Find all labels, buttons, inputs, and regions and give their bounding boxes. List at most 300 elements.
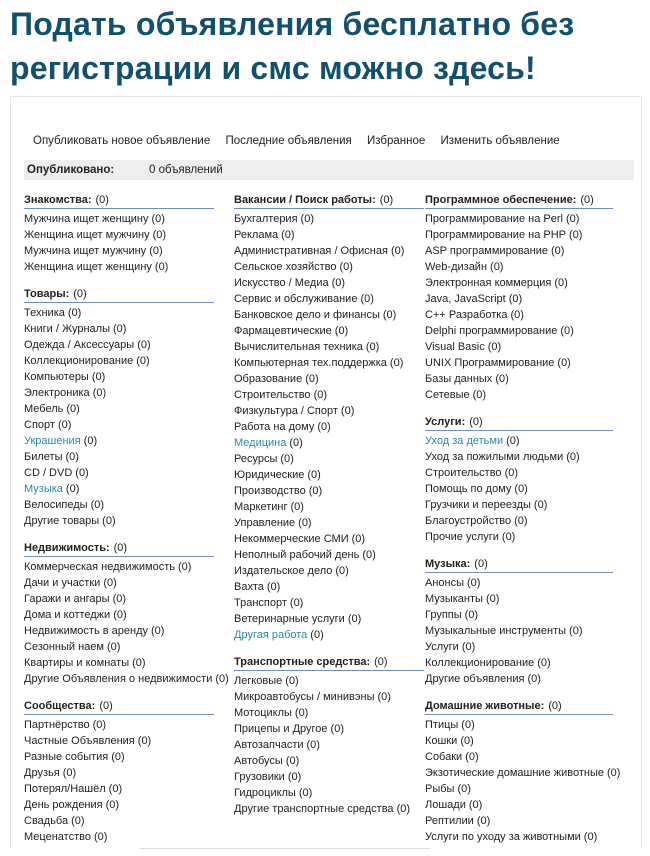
subcategory-link[interactable] xyxy=(24,639,229,655)
category-title-text: Программное обеспечение: xyxy=(425,194,577,206)
subcategory-link[interactable] xyxy=(425,591,635,607)
subcategory-link[interactable] xyxy=(425,465,635,481)
subcategory-link[interactable] xyxy=(24,227,229,243)
category-title[interactable] xyxy=(425,192,635,208)
subcategory-count: (0) xyxy=(92,719,107,731)
subcategory-link[interactable] xyxy=(425,291,635,307)
subcategory-count: (0) xyxy=(468,799,483,811)
subcategory-link[interactable] xyxy=(234,419,419,435)
subcategory-link[interactable] xyxy=(24,337,229,353)
subcategory-link[interactable] xyxy=(24,481,229,497)
subcategory-count: (0) xyxy=(150,625,165,637)
menu-publish-new[interactable]: Опубликовать новое объявление xyxy=(33,135,211,147)
subcategory-link[interactable] xyxy=(425,323,635,339)
subcategory-name: Кошки xyxy=(425,735,458,747)
subcategory-name: Другие объявления xyxy=(425,673,525,685)
category-title[interactable] xyxy=(24,540,229,556)
subcategory-name: Java, JavaScript xyxy=(425,293,506,305)
category-count: (0) xyxy=(580,194,594,206)
subcategory-name: Издательское дело xyxy=(234,565,333,577)
subcategory-link[interactable] xyxy=(234,705,419,721)
category-count: (0) xyxy=(374,656,388,668)
subcategory-name: Физкультура / Спорт xyxy=(234,405,338,417)
subcategory-count: (0) xyxy=(533,499,548,511)
subcategory-name: Образование xyxy=(234,373,303,385)
subcategory-link[interactable] xyxy=(234,275,419,291)
menu-latest[interactable]: Последние объявления xyxy=(225,135,352,147)
subcategory-name: Другие товары xyxy=(24,515,100,527)
category-title-text: Домашние животные: xyxy=(425,700,545,712)
subcategory-link[interactable] xyxy=(24,559,229,575)
category-underline xyxy=(425,572,613,573)
subcategory-name: Банковское дело и финансы xyxy=(234,309,380,321)
subcategory-link[interactable] xyxy=(24,591,229,607)
subcategory-count: (0) xyxy=(107,641,121,653)
subcategory-link[interactable] xyxy=(234,227,419,243)
subcategory-count: (0) xyxy=(152,229,167,241)
subcategory-link[interactable] xyxy=(24,401,229,417)
subcategory-count: (0) xyxy=(215,673,229,685)
subcategory-count: (0) xyxy=(389,357,404,369)
subcategory-count: (0) xyxy=(67,307,82,319)
subcategory-link[interactable] xyxy=(425,749,635,765)
subcategory-link[interactable] xyxy=(425,529,635,545)
subcategory-count: (0) xyxy=(485,593,500,605)
subcategory-link[interactable] xyxy=(234,563,419,579)
subcategory-name: Частные Объявления xyxy=(24,735,135,747)
subcategory-link[interactable] xyxy=(234,753,419,769)
subcategory-count: (0) xyxy=(113,609,127,621)
subcategory-count: (0) xyxy=(281,229,295,241)
subcategory-link[interactable] xyxy=(234,467,419,483)
category-column-3 xyxy=(425,192,635,856)
subcategory-name: Базы данных xyxy=(425,373,493,385)
subcategory-link[interactable] xyxy=(234,531,419,547)
published-label: Опубликовано: xyxy=(27,164,115,176)
subcategory-count: (0) xyxy=(464,609,479,621)
subcategory-count: (0) xyxy=(514,483,528,495)
subcategory-count: (0) xyxy=(289,597,304,609)
subcategory-name: Программирование на PHP xyxy=(425,229,566,241)
subcategory-link[interactable] xyxy=(234,291,419,307)
subcategory-link[interactable] xyxy=(425,797,635,813)
subcategory-link[interactable] xyxy=(234,595,419,611)
subcategory-name: Компьютеры xyxy=(24,371,89,383)
subcategory-name: Вычислительная техника xyxy=(234,341,363,353)
subcategory-link[interactable] xyxy=(234,211,419,227)
category-block xyxy=(425,192,635,403)
subcategory-count: (0) xyxy=(75,467,89,479)
subcategory-name: Музыканты xyxy=(425,593,483,605)
subcategory-link[interactable] xyxy=(425,813,635,829)
category-block xyxy=(425,556,635,687)
subcategory-link[interactable] xyxy=(234,785,419,801)
category-title[interactable] xyxy=(24,286,229,302)
subcategory-count: (0) xyxy=(83,435,98,447)
subcategory-count: (0) xyxy=(360,293,374,305)
subcategory-name: Велосипеды xyxy=(24,499,88,511)
subcategory-link[interactable] xyxy=(425,671,635,687)
banner-line-2: регистрации и смс можно здесь! xyxy=(10,50,536,86)
subcategory-name: Гидроциклы xyxy=(234,787,296,799)
subcategory-name: Коллекционирование xyxy=(24,355,134,367)
subcategory-count: (0) xyxy=(362,549,376,561)
subcategory-link[interactable] xyxy=(234,387,419,403)
subcategory-count: (0) xyxy=(476,815,491,827)
subcategory-link[interactable] xyxy=(425,433,635,449)
subcategory-name: Медицина xyxy=(234,437,287,449)
subcategory-name: Партнёрство xyxy=(24,719,90,731)
category-title-text: Сообщества: xyxy=(24,700,96,712)
subcategory-link[interactable] xyxy=(24,671,229,687)
subcategory-link[interactable] xyxy=(234,627,419,643)
category-underline xyxy=(425,430,613,431)
subcategory-name: Некоммерческие СМИ xyxy=(234,533,349,545)
subcategory-name: Производство xyxy=(234,485,306,497)
subcategory-link[interactable] xyxy=(234,323,419,339)
subcategory-link[interactable] xyxy=(425,607,635,623)
category-block xyxy=(24,286,229,529)
category-title[interactable] xyxy=(234,654,419,670)
subcategory-count: (0) xyxy=(285,755,300,767)
subcategory-name: Разные события xyxy=(24,751,109,763)
subcategory-link[interactable] xyxy=(234,769,419,785)
subcategory-count: (0) xyxy=(339,261,353,273)
category-count: (0) xyxy=(474,558,488,570)
subcategory-count: (0) xyxy=(340,405,355,417)
subcategory-count: (0) xyxy=(551,245,565,257)
subcategory-name: Украшения xyxy=(24,435,81,447)
published-count: 0 объявлений xyxy=(149,164,223,176)
subcategory-name: Электронная коммерция xyxy=(425,277,552,289)
subcategory-name: Птицы xyxy=(425,719,459,731)
subcategory-name: Web-дизайн xyxy=(425,261,488,273)
subcategory-link[interactable] xyxy=(425,655,635,671)
subcategory-link[interactable] xyxy=(24,813,229,829)
subcategory-name: Сетевые xyxy=(425,389,470,401)
subcategory-link[interactable] xyxy=(425,717,635,733)
category-block xyxy=(234,654,419,817)
subcategory-link[interactable] xyxy=(425,781,635,797)
subcategory-count: (0) xyxy=(335,565,349,577)
subcategory-count: (0) xyxy=(330,723,344,735)
subcategory-count: (0) xyxy=(289,437,303,449)
subcategory-count: (0) xyxy=(467,577,481,589)
subcategory-count: (0) xyxy=(65,451,79,463)
subcategory-link[interactable] xyxy=(234,483,419,499)
subcategory-name: CD / DVD xyxy=(24,467,73,479)
subcategory-link[interactable] xyxy=(24,497,229,513)
subcategory-name: Женщина ищет женщину xyxy=(24,261,152,273)
category-block xyxy=(24,540,229,687)
subcategory-count: (0) xyxy=(149,245,163,257)
subcategory-name: Микроавтобусы / минивэны xyxy=(234,691,375,703)
subcategory-count: (0) xyxy=(306,739,320,751)
subcategory-name: Юридические xyxy=(234,469,305,481)
subcategory-link[interactable] xyxy=(425,575,635,591)
subcategory-name: Квартиры и комнаты xyxy=(24,657,130,669)
subcategory-count: (0) xyxy=(287,771,302,783)
subcategory-link[interactable] xyxy=(425,733,635,749)
subcategory-link[interactable] xyxy=(234,673,419,689)
subcategory-link[interactable] xyxy=(24,465,229,481)
category-title[interactable] xyxy=(425,414,635,430)
subcategory-name: Музыка xyxy=(24,483,63,495)
subcategory-link[interactable] xyxy=(425,371,635,387)
subcategory-link[interactable] xyxy=(425,513,635,529)
subcategory-name: Строительство xyxy=(425,467,502,479)
subcategory-name: Дачи и участки xyxy=(24,577,101,589)
subcategory-link[interactable] xyxy=(24,575,229,591)
subcategory-link[interactable] xyxy=(234,451,419,467)
subcategory-count: (0) xyxy=(377,691,391,703)
subcategory-link[interactable] xyxy=(425,623,635,639)
subcategory-count: (0) xyxy=(504,467,519,479)
subcategory-link[interactable] xyxy=(234,243,419,259)
subcategory-link[interactable] xyxy=(234,689,419,705)
category-underline xyxy=(24,302,214,303)
category-title-text: Услуги: xyxy=(425,416,466,428)
subcategory-name: Другие Объявления о недвижимости xyxy=(24,673,213,685)
subcategory-link[interactable] xyxy=(234,355,419,371)
category-underline xyxy=(425,714,613,715)
subcategory-link[interactable] xyxy=(24,369,229,385)
category-count: (0) xyxy=(113,542,128,554)
subcategory-link[interactable] xyxy=(425,481,635,497)
subcategory-link[interactable] xyxy=(234,611,419,627)
subcategory-name: Автозапчасти xyxy=(234,739,304,751)
subcategory-link[interactable] xyxy=(425,829,635,845)
subcategory-count: (0) xyxy=(154,261,169,273)
subcategory-link[interactable] xyxy=(234,579,419,595)
subcategory-link[interactable] xyxy=(24,305,229,321)
subcategory-name: Транспорт xyxy=(234,597,287,609)
category-block xyxy=(425,414,635,545)
category-title[interactable] xyxy=(425,698,635,714)
subcategory-name: Мужчина ищет мужчину xyxy=(24,245,147,257)
category-count: (0) xyxy=(99,700,113,712)
published-bar xyxy=(24,160,634,180)
subcategory-link[interactable] xyxy=(425,275,635,291)
subcategory-count: (0) xyxy=(514,515,528,527)
menu-edit[interactable]: Изменить объявление xyxy=(440,135,560,147)
subcategory-name: Фармацевтические xyxy=(234,325,332,337)
subcategory-count: (0) xyxy=(111,751,125,763)
subcategory-name: Неполный рабочий день xyxy=(234,549,360,561)
subcategory-count: (0) xyxy=(560,325,574,337)
subcategory-link[interactable] xyxy=(234,547,419,563)
subcategory-link[interactable] xyxy=(425,259,635,275)
subcategory-link[interactable] xyxy=(425,339,635,355)
category-count: (0) xyxy=(548,700,562,712)
subcategory-count: (0) xyxy=(569,229,583,241)
category-column-2 xyxy=(234,192,419,828)
subcategory-count: (0) xyxy=(347,613,362,625)
category-block xyxy=(24,698,229,845)
subcategory-link[interactable] xyxy=(234,435,419,451)
subcategory-count: (0) xyxy=(317,421,331,433)
subcategory-name: Управление xyxy=(234,517,296,529)
subcategory-count: (0) xyxy=(290,501,304,513)
subcategory-count: (0) xyxy=(132,657,146,669)
subcategory-count: (0) xyxy=(537,657,551,669)
subcategory-count: (0) xyxy=(506,435,520,447)
subcategory-name: Уход за детьми xyxy=(425,435,504,447)
subcategory-count: (0) xyxy=(465,751,479,763)
subcategory-count: (0) xyxy=(557,357,571,369)
subcategory-name: Грузовики xyxy=(234,771,285,783)
subcategory-count: (0) xyxy=(508,293,523,305)
subcategory-count: (0) xyxy=(583,831,598,843)
subcategory-count: (0) xyxy=(527,673,541,685)
subcategory-count: (0) xyxy=(334,325,349,337)
subcategory-link[interactable] xyxy=(234,499,419,515)
category-count: (0) xyxy=(379,194,394,206)
subcategory-name: Услуги xyxy=(425,641,459,653)
subcategory-link[interactable] xyxy=(234,259,419,275)
subcategory-link[interactable] xyxy=(234,801,419,817)
category-underline xyxy=(24,714,214,715)
subcategory-count: (0) xyxy=(105,799,120,811)
subcategory-name: Реклама xyxy=(234,229,279,241)
subcategory-count: (0) xyxy=(487,341,502,353)
subcategory-count: (0) xyxy=(298,787,313,799)
subcategory-link[interactable] xyxy=(234,339,419,355)
subcategory-name: Меценатство xyxy=(24,831,91,843)
category-title[interactable] xyxy=(24,698,229,714)
subcategory-name: Анонсы xyxy=(425,577,465,589)
subcategory-name: Автобусы xyxy=(234,755,283,767)
category-count: (0) xyxy=(469,416,483,428)
subcategory-count: (0) xyxy=(65,483,80,495)
subcategory-count: (0) xyxy=(93,831,108,843)
subcategory-count: (0) xyxy=(178,561,192,573)
subcategory-count: (0) xyxy=(136,355,150,367)
subcategory-name: Лошади xyxy=(425,799,466,811)
subcategory-link[interactable] xyxy=(24,655,229,671)
subcategory-link[interactable] xyxy=(234,737,419,753)
subcategory-name: Услуги по уходу за животными xyxy=(425,831,581,843)
subcategory-link[interactable] xyxy=(24,353,229,369)
subcategory-count: (0) xyxy=(102,515,116,527)
subcategory-link[interactable] xyxy=(425,227,635,243)
subcategory-link[interactable] xyxy=(234,371,419,387)
subcategory-count: (0) xyxy=(280,453,294,465)
subcategory-count: (0) xyxy=(92,387,107,399)
subcategory-name: Помощь по дому xyxy=(425,483,512,495)
subcategory-name: Прочие услуги xyxy=(425,531,499,543)
subcategory-link[interactable] xyxy=(425,243,635,259)
subcategory-count: (0) xyxy=(305,373,319,385)
subcategory-link[interactable] xyxy=(24,211,229,227)
subcategory-link[interactable] xyxy=(24,385,229,401)
subcategory-link[interactable] xyxy=(24,243,229,259)
subcategory-name: Бухгалтерия xyxy=(234,213,298,225)
subcategory-link[interactable] xyxy=(24,765,229,781)
subcategory-name: Мужчина ищет женщину xyxy=(24,213,149,225)
subcategory-link[interactable] xyxy=(24,829,229,845)
subcategory-count: (0) xyxy=(331,277,346,289)
subcategory-link[interactable] xyxy=(24,449,229,465)
subcategory-count: (0) xyxy=(285,675,299,687)
category-title[interactable] xyxy=(425,556,635,572)
subcategory-link[interactable] xyxy=(425,355,635,371)
category-title-text: Вакансии / Поиск работы: xyxy=(234,194,376,206)
subcategory-count: (0) xyxy=(490,261,504,273)
subcategory-link[interactable] xyxy=(234,307,419,323)
subcategory-count: (0) xyxy=(137,339,151,351)
category-title[interactable] xyxy=(24,192,229,208)
subcategory-count: (0) xyxy=(382,309,397,321)
subcategory-link[interactable] xyxy=(24,607,229,623)
subcategory-link[interactable] xyxy=(24,259,229,275)
subcategory-link[interactable] xyxy=(234,515,419,531)
subcategory-link[interactable] xyxy=(24,797,229,813)
subcategory-count: (0) xyxy=(606,767,621,779)
subcategory-name: Delphi программирование xyxy=(425,325,558,337)
subcategory-name: Административная / Офисная xyxy=(234,245,388,257)
subcategory-name: Спорт xyxy=(24,419,55,431)
subcategory-count: (0) xyxy=(365,341,380,353)
subcategory-count: (0) xyxy=(57,419,72,431)
category-block xyxy=(234,192,419,643)
subcategory-count: (0) xyxy=(396,803,411,815)
subcategory-link[interactable] xyxy=(24,749,229,765)
subcategory-link[interactable] xyxy=(24,433,229,449)
top-menu xyxy=(33,135,572,147)
subcategory-name: Мебель xyxy=(24,403,64,415)
category-underline xyxy=(234,208,424,209)
subcategory-link[interactable] xyxy=(234,403,419,419)
subcategory-name: Строительство xyxy=(234,389,311,401)
banner-line-1: Подать объявления бесплатно без xyxy=(10,6,575,42)
category-block xyxy=(425,698,635,845)
subcategory-name: Коллекционирование xyxy=(425,657,535,669)
category-underline xyxy=(425,208,613,209)
subcategory-count: (0) xyxy=(510,309,524,321)
subcategory-count: (0) xyxy=(113,323,127,335)
subcategory-link[interactable] xyxy=(234,721,419,737)
subcategory-name: Прицепы и Другое xyxy=(234,723,328,735)
subcategory-count: (0) xyxy=(91,371,106,383)
subcategory-count: (0) xyxy=(390,245,405,257)
subcategory-link[interactable] xyxy=(24,513,229,529)
subcategory-link[interactable] xyxy=(24,781,229,797)
subcategory-link[interactable] xyxy=(425,307,635,323)
subcategory-count: (0) xyxy=(313,389,328,401)
subcategory-count: (0) xyxy=(554,277,568,289)
subcategory-link[interactable] xyxy=(24,321,229,337)
subcategory-link[interactable] xyxy=(425,211,635,227)
subcategory-link[interactable] xyxy=(425,387,635,403)
subcategory-name: Другие транспортные средства xyxy=(234,803,394,815)
subcategory-link[interactable] xyxy=(425,765,635,781)
subcategory-name: Маркетинг xyxy=(234,501,288,513)
subcategory-link[interactable] xyxy=(24,623,229,639)
subcategory-link[interactable] xyxy=(425,449,635,465)
menu-favorites[interactable]: Избранное xyxy=(366,135,426,147)
subcategory-link[interactable] xyxy=(24,417,229,433)
subcategory-name: Легковые xyxy=(234,675,283,687)
category-title[interactable] xyxy=(234,192,419,208)
subcategory-link[interactable] xyxy=(24,717,229,733)
subcategory-count: (0) xyxy=(495,373,509,385)
category-block xyxy=(24,192,229,275)
subcategory-link[interactable] xyxy=(425,497,635,513)
subcategory-link[interactable] xyxy=(425,639,635,655)
subcategory-link[interactable] xyxy=(24,733,229,749)
subcategory-name: UNIX Программирование xyxy=(425,357,555,369)
